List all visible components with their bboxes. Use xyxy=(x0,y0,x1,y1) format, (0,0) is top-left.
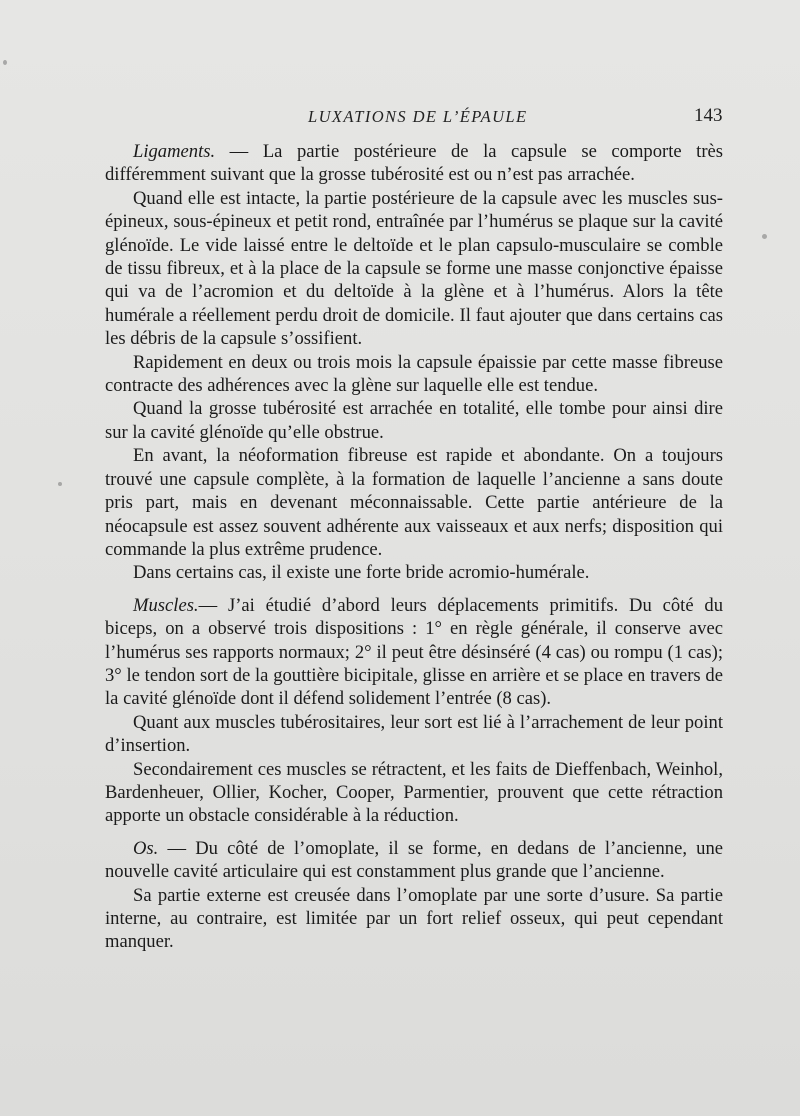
paragraph-muscles: Muscles.— J’ai étudié d’abord leurs déplacements primitifs. Du côté du biceps, on a observé trois dispositions : 1° en règle générale, il conserve avec l’humérus ses rapports normaux; 2° il peut être désinséré (4 cas) ou rompu (1 cas); 3° le tendon sort de la gouttière bicipitale, glisse en arrière et se place en travers de la cavité glénoïde dont il défend solidement l’entrée (8 cas). xyxy=(105,594,723,710)
running-head xyxy=(0,103,800,133)
section-term: Os. xyxy=(133,837,159,859)
scan-speck xyxy=(58,482,62,486)
paragraph: En avant, la néoformation fibreuse est rapide et abondante. On a toujours trouvé une capsule complète, à la formation de laquelle l’ancienne a sans doute pris part, mais en devenant méconnaissable. Cette partie antérieure de la néocapsule est assez souvent adhérente aux vaisseaux et aux nerfs; disposition qui commande la plus extrême prudence. xyxy=(105,445,723,560)
section-term: Muscles. xyxy=(133,594,199,616)
body-text xyxy=(105,140,723,954)
paragraph: Sa partie externe est creusée dans l’omoplate par une sorte d’usure. Sa partie interne, au contraire, est limitée par un fort relief osseux, qui peut cependant manquer. xyxy=(105,884,723,953)
paragraph: Dans certains cas, il existe une forte bride acromio-humérale. xyxy=(133,562,590,584)
paragraph-os: Os. — Du côté de l’omoplate, il se forme, en dedans de l’ancienne, une nouvelle cavité articulaire qui est constamment plus grande que l’ancienne. xyxy=(105,837,723,883)
paragraph: Quand elle est intacte, la partie postérieure de la capsule avec les muscles sus-épineux, sous-épineux et petit rond, entraînée par l’humérus se plaque sur la cavité glénoïde. Le vide laissé entre le deltoïde et le plan capsulo-musculaire se comble de tissu fibreux, et à la place de la capsule se forme une masse conjonctive épaisse qui va de l’acromion et du deltoïde à la glène et à l’humérus. Alors la tête humérale a réellement perdu droit de domicile. Il faut ajouter que dans certains cas les débris de la capsule s’ossifient. xyxy=(105,187,723,350)
paragraph: Quant aux muscles tubérositaires, leur sort est lié à l’arrachement de leur point d’insertion. xyxy=(105,711,723,757)
scan-speck xyxy=(3,60,7,65)
paragraph: Quand la grosse tubérosité est arrachée en totalité, elle tombe pour ainsi dire sur la cavité glénoïde qu’elle obstrue. xyxy=(105,398,723,443)
paragraph: Secondairement ces muscles se rétractent, et les faits de Dieffenbach, Weinhol, Bardenheuer, Ollier, Kocher, Cooper, Parmentier, prouvent que cette rétraction apporte un obstacle considérable à la réduction. xyxy=(105,758,723,827)
paragraph-ligaments: Ligaments. — La partie postérieure de la capsule se comporte très différemment suivant que la grosse tubérosité est ou n’est pas arrachée. xyxy=(105,141,723,186)
scan-speck xyxy=(762,234,767,239)
running-title: LUXATIONS DE L’ÉPAULE xyxy=(308,107,528,126)
paragraph: Rapidement en deux ou trois mois la capsule épaissie par cette masse fibreuse contracte des adhérences avec la glène sur laquelle elle est tendue. xyxy=(105,351,723,397)
page-number: 143 xyxy=(694,105,723,126)
section-term: Ligaments. xyxy=(133,141,216,162)
